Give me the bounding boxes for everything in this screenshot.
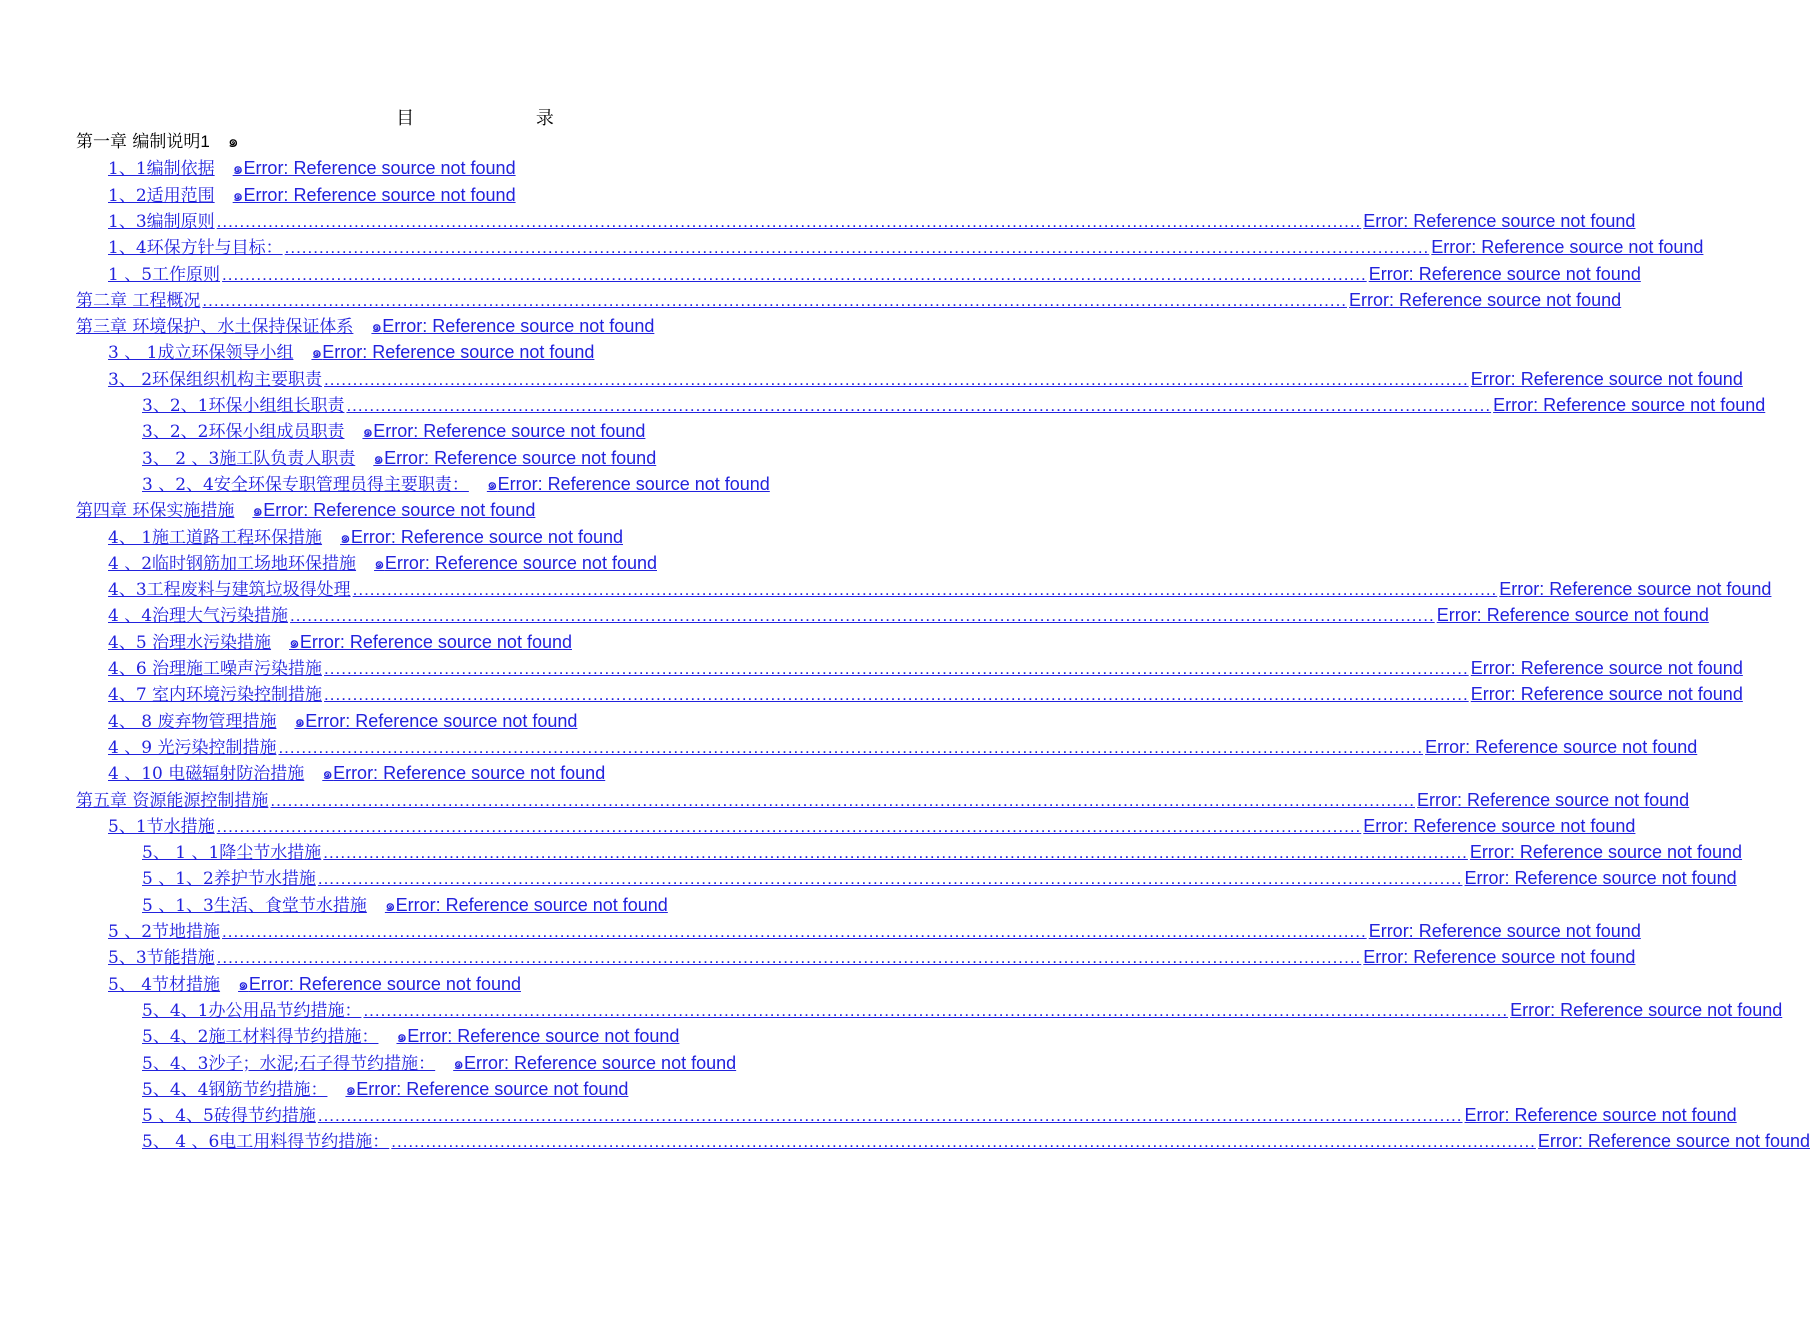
toc-entry-marker: ๑ — [362, 422, 374, 442]
toc-entry-reference: Error: Reference source not found — [1510, 999, 1783, 1020]
toc-entry-reference: Error: Reference source not found — [382, 316, 655, 337]
toc-entry-reference: Error: Reference source not found — [1363, 210, 1636, 231]
toc-entry-leader: ........................................................................................................................................................................................................ — [290, 606, 1435, 626]
toc-entry[interactable] — [108, 576, 1772, 602]
toc-entry-label: 5、1节水措施 — [108, 816, 215, 837]
toc-entry-marker: ๑ — [232, 185, 244, 205]
toc-entry-reference: Error: Reference source not found — [322, 342, 595, 363]
toc-entry-marker: ๑ — [453, 1053, 464, 1073]
toc-entry[interactable] — [108, 918, 1641, 944]
toc-entry — [76, 129, 239, 155]
toc-entry[interactable] — [142, 865, 1737, 891]
toc-entry[interactable] — [108, 734, 1698, 760]
toc-entry-label: 1、4环保方针与目标： — [108, 238, 283, 259]
toc-entry-leader: ........................................................................................................................................................................................................ — [391, 1132, 1536, 1152]
toc-entry[interactable] — [108, 681, 1743, 707]
toc-entry-label: 1、1编制依据 — [108, 159, 215, 180]
toc-entry-marker: ๑ — [322, 764, 334, 784]
toc-entry-marker: ๑ — [345, 1079, 357, 1099]
toc-entry[interactable] — [142, 892, 668, 918]
toc-entry-label: 4 、4治理大气污染措施 — [108, 606, 289, 627]
toc-entry[interactable] — [108, 655, 1743, 681]
toc-entry[interactable] — [76, 497, 535, 523]
toc-entry[interactable] — [108, 208, 1636, 234]
toc-entry-reference: Error: Reference source not found — [1499, 579, 1772, 600]
toc-entry[interactable] — [108, 234, 1704, 260]
toc-entry[interactable] — [108, 944, 1636, 970]
toc-entry[interactable] — [142, 997, 1783, 1023]
toc-entry-label: 5 、1、3生活、食堂节水措施 — [142, 895, 367, 916]
toc-entry-reference: Error: Reference source not found — [350, 526, 623, 547]
toc-entry-marker: ๑ — [227, 132, 239, 151]
toc-entry-reference: Error: Reference source not found — [305, 710, 578, 731]
toc-entry-marker: ๑ — [374, 553, 385, 573]
toc-entry-label: 4、 1施工道路工程环保措施 — [108, 527, 323, 548]
toc-entry-reference: Error: Reference source not found — [1417, 789, 1690, 810]
toc-entry-page: 1 — [200, 132, 210, 151]
toc-entry-reference: Error: Reference source not found — [1464, 1105, 1737, 1126]
toc-entry-marker: ๑ — [289, 632, 300, 652]
toc-entry-label: 3、2、2环保小组成员职责 — [142, 422, 345, 443]
toc-entry-label: 3 、2、4安全环保专职管理员得主要职责： — [142, 474, 469, 495]
toc-entry-leader: ........................................................................................................................................................................................................ — [222, 922, 1367, 941]
toc-entry-reference: Error: Reference source not found — [1493, 395, 1766, 415]
toc-entry-label: 4、3工程废料与建筑垃圾得处理 — [108, 580, 351, 601]
toc-entry-reference: Error: Reference source not found — [1368, 921, 1641, 941]
toc-entry-reference: Error: Reference source not found — [1436, 605, 1709, 626]
toc-entry-label: 3、2、1环保小组组长职责 — [142, 396, 345, 416]
toc-entry[interactable] — [108, 182, 516, 208]
toc-entry[interactable] — [142, 839, 1743, 865]
toc-entry-leader: ........................................................................................................................................................................................................ — [202, 290, 1348, 310]
toc-entry-label: 5、3节能措施 — [108, 948, 215, 969]
toc-entry[interactable] — [142, 418, 645, 444]
toc-entry-label: 4 、10 电磁辐射防治措施 — [108, 764, 305, 785]
toc-entry-leader: ........................................................................................................................................................................................................ — [323, 843, 1468, 863]
toc-entry[interactable] — [142, 1128, 1810, 1154]
toc-entry[interactable] — [108, 760, 605, 786]
toc-entry-label: 1、3编制原则 — [108, 211, 215, 232]
toc-entry-reference: Error: Reference source not found — [1349, 289, 1622, 310]
toc-entry-label: 1 、5工作原则 — [108, 264, 221, 285]
toc-entry-label: 4、5 治理水污染措施 — [108, 632, 272, 653]
toc-entry-reference: Error: Reference source not found — [384, 447, 657, 468]
toc-entry-reference: Error: Reference source not found — [395, 894, 668, 915]
toc-entry-leader: ........................................................................................................................................................................................................ — [352, 580, 1498, 600]
toc-entry-marker: ๑ — [232, 159, 244, 179]
toc-entry-reference: Error: Reference source not found — [243, 158, 516, 179]
toc-entry[interactable] — [108, 550, 657, 576]
toc-entry-reference: Error: Reference source not found — [1470, 658, 1743, 678]
toc-entry-reference: Error: Reference source not found — [1368, 263, 1641, 284]
toc-entry-label: 5、 4 、6电工用料得节约措施： — [142, 1132, 390, 1153]
toc-entry-marker: ๑ — [371, 317, 383, 337]
toc-entry-reference: Error: Reference source not found — [1470, 684, 1743, 705]
toc-entry-reference: Error: Reference source not found — [407, 1026, 680, 1047]
toc-entry-label: 4、6 治理施工噪声污染措施 — [108, 659, 323, 679]
toc-entry-marker: ๑ — [486, 474, 498, 494]
toc-entry[interactable] — [76, 313, 654, 339]
toc-entry-reference: Error: Reference source not found — [1469, 842, 1743, 863]
toc-entry-leader: ........................................................................................................................................................................................................ — [363, 1000, 1509, 1020]
toc-entry-marker: ๑ — [373, 448, 385, 468]
toc-entry[interactable] — [108, 524, 623, 550]
toc-entry-label: 5、4、3沙子；水泥;石子得节约措施： — [142, 1053, 436, 1074]
toc-entry-label: 1、2适用范围 — [108, 185, 215, 206]
toc-entry-label: 5 、2节地措施 — [108, 922, 221, 942]
toc-entry-label: 4、7 室内环境污染控制措施 — [108, 685, 323, 706]
toc-entry-leader: ........................................................................................................................................................................................................ — [324, 659, 1469, 678]
toc-entry-label: 第五章 资源能源控制措施 — [76, 790, 269, 811]
toc-entry-reference: Error: Reference source not found — [333, 763, 606, 784]
toc-entry[interactable] — [108, 708, 577, 734]
toc-entry-leader: ........................................................................................................................................................................................................ — [317, 1106, 1463, 1126]
toc-entry-leader: ........................................................................................................................................................................................................ — [216, 948, 1362, 968]
toc-entry[interactable] — [108, 629, 572, 655]
toc-entry-reference: Error: Reference source not found — [1425, 736, 1698, 757]
toc-entry-label: 第一章 编制说明 — [76, 132, 201, 152]
toc-entry-label: 3、 2环保组织机构主要职责 — [108, 369, 323, 390]
toc-entry-leader: ........................................................................................................................................................................................................ — [346, 396, 1492, 415]
toc-entry-label: 5、4、1办公用品节约措施： — [142, 1000, 362, 1021]
toc-entry-label: 5、 1 、1降尘节水措施 — [142, 843, 322, 864]
toc-entry-reference: Error: Reference source not found — [497, 473, 770, 494]
toc-entry[interactable] — [142, 392, 1766, 418]
toc-entry-leader: ........................................................................................................................................................................................................ — [270, 790, 1416, 810]
toc-entry[interactable] — [108, 155, 516, 181]
toc-entry-marker: ๑ — [238, 974, 249, 994]
toc-entry-marker: ๑ — [340, 527, 351, 547]
toc-entry-label: 5、4、2施工材料得节约措施： — [142, 1027, 379, 1048]
toc-entry-leader: ........................................................................................................................................................................................................ — [317, 869, 1463, 889]
toc-entry-label: 5、 4节材措施 — [108, 974, 221, 995]
toc-entry-label: 第三章 环境保护、水土保持保证体系 — [76, 317, 354, 338]
toc-entry[interactable] — [76, 287, 1622, 313]
toc-entry-leader: ........................................................................................................................................................................................................ — [278, 737, 1424, 757]
toc-entry-reference: Error: Reference source not found — [1464, 868, 1737, 889]
toc-entry-reference: Error: Reference source not found — [243, 184, 516, 205]
toc-entry-label: 第二章 工程概况 — [76, 290, 201, 311]
toc-entry-leader: ........................................................................................................................................................................................................ — [324, 369, 1469, 389]
toc-entry[interactable] — [142, 1076, 628, 1102]
toc-title: 目 录 — [396, 108, 612, 129]
toc-entry-reference: Error: Reference source not found — [1537, 1131, 1810, 1152]
toc-entry-reference: Error: Reference source not found — [356, 1078, 629, 1099]
toc-entry-label: 5、4、4钢筋节约措施： — [142, 1079, 328, 1100]
toc-entry[interactable] — [108, 813, 1636, 839]
toc-entry[interactable] — [142, 471, 770, 497]
toc-entry[interactable] — [108, 366, 1743, 392]
toc-entry-marker: ๑ — [396, 1027, 408, 1047]
toc-entry[interactable] — [108, 339, 594, 365]
toc-entry-label: 3、 2 、3施工队负责人职责 — [142, 448, 356, 469]
toc-entry-reference: Error: Reference source not found — [1470, 368, 1743, 389]
toc-entry-leader: ........................................................................................................................................................................................................ — [324, 685, 1469, 705]
toc-entry[interactable] — [142, 1050, 736, 1076]
toc-entry-label: 4、 8 废弃物管理措施 — [108, 711, 277, 732]
toc-entry[interactable] — [142, 445, 656, 471]
toc-entry-marker: ๑ — [252, 501, 264, 521]
toc-entry[interactable] — [142, 1023, 679, 1049]
toc-entry-label: 3 、 1成立环保领导小组 — [108, 343, 294, 364]
toc-entry-leader: ........................................................................................................................................................................................................ — [216, 816, 1362, 836]
toc-entry-reference: Error: Reference source not found — [1363, 947, 1636, 968]
toc-entry[interactable] — [108, 971, 521, 997]
toc-entry-reference: Error: Reference source not found — [299, 631, 572, 652]
toc-entry-label: 5 、4、5砖得节约措施 — [142, 1106, 316, 1127]
toc-entry-leader: ........................................................................................................................................................................................................ — [222, 264, 1367, 284]
toc-entry-marker: ๑ — [311, 343, 323, 363]
toc-entry-reference: Error: Reference source not found — [463, 1052, 737, 1073]
toc-entry[interactable] — [108, 602, 1709, 628]
toc-entry-leader: ........................................................................................................................................................................................................ — [284, 238, 1430, 258]
toc-entry-reference: Error: Reference source not found — [1363, 815, 1636, 836]
toc-entry-marker: ๑ — [384, 895, 396, 915]
toc-entry-marker: ๑ — [294, 711, 306, 731]
toc-entry-reference: Error: Reference source not found — [373, 421, 646, 442]
toc-entry-reference: Error: Reference source not found — [384, 552, 657, 573]
toc-entry-leader: ........................................................................................................................................................................................................ — [216, 211, 1362, 231]
toc-entry[interactable] — [108, 261, 1641, 287]
toc-entry[interactable] — [142, 1102, 1737, 1128]
toc-entry-label: 4 、2临时钢筋加工场地环保措施 — [108, 553, 357, 574]
toc-entry-label: 第四章 环保实施措施 — [76, 501, 235, 522]
toc-entry-reference: Error: Reference source not found — [248, 973, 521, 994]
toc-entry-label: 5 、1、2养护节水措施 — [142, 869, 316, 890]
toc-entry[interactable] — [76, 787, 1690, 813]
toc-entry-label: 4 、9 光污染控制措施 — [108, 737, 277, 758]
toc-entry-reference: Error: Reference source not found — [263, 500, 536, 521]
toc-entry-reference: Error: Reference source not found — [1431, 237, 1704, 258]
